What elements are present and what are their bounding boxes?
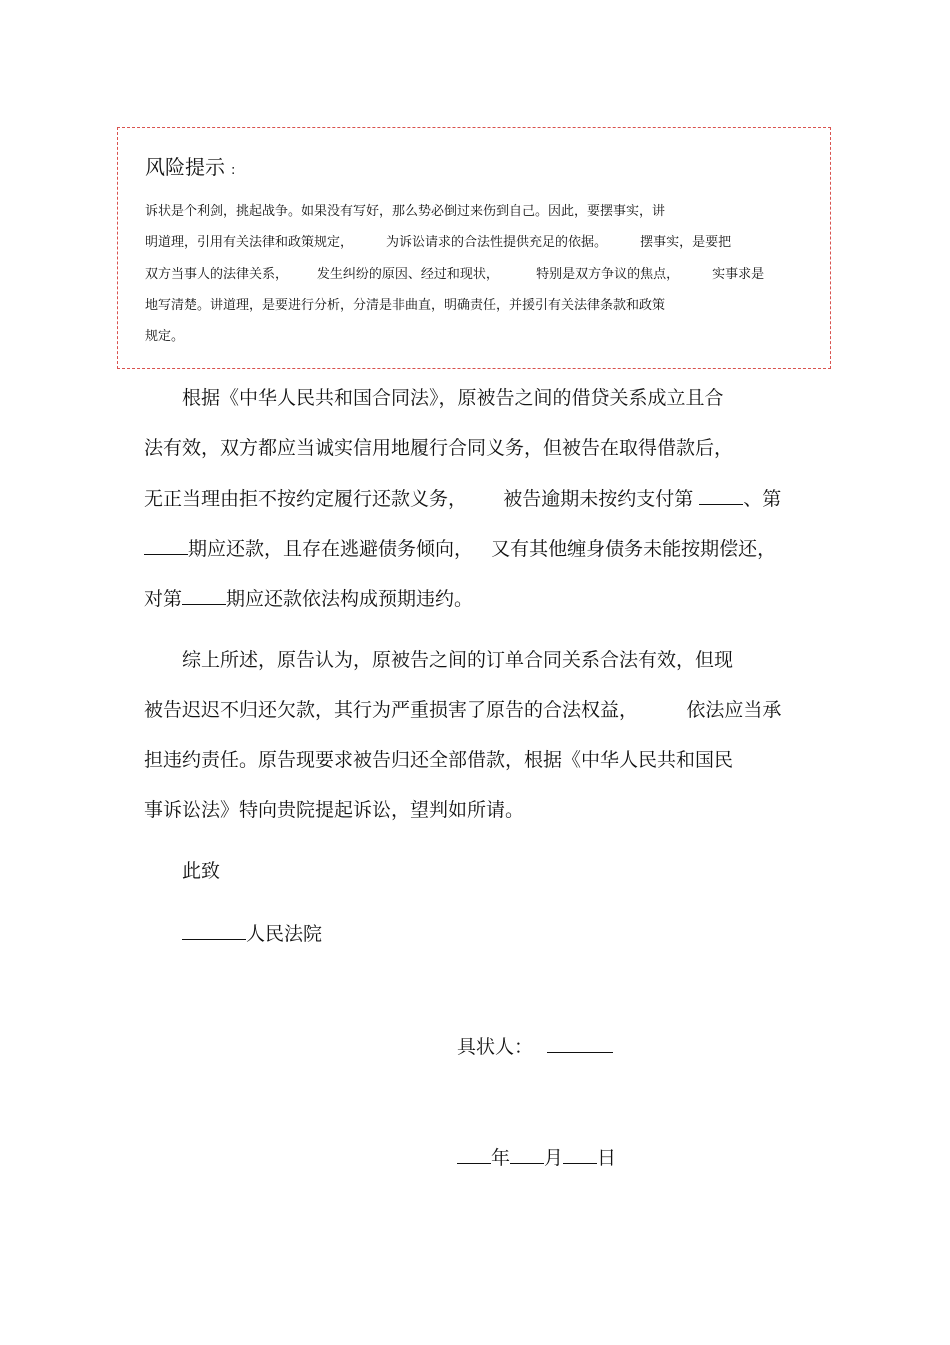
court-name-blank[interactable] <box>182 921 246 940</box>
risk-notice-line: 双方当事人的法律关系， 发生纠纷的原因、经过和现状， 特别是双方争议的焦点， 实事求是 <box>145 267 765 282</box>
paragraph1-text: 期应还款依法构成预期违约。 <box>226 588 474 610</box>
paragraph1-line: 法有效，双方都应当诚实信用地履行合同义务，但被告在取得借款后， <box>144 437 734 459</box>
day-blank[interactable] <box>563 1145 597 1164</box>
installment-blank[interactable] <box>144 536 188 555</box>
paragraph1-line <box>144 536 776 562</box>
court-label: 人民法院 <box>246 923 323 945</box>
installment-blank[interactable] <box>699 486 743 505</box>
paragraph1-text: 对第 <box>144 588 183 610</box>
signer-label: 具状人： <box>457 1036 534 1058</box>
day-label: 日 <box>597 1147 617 1169</box>
paragraph2-line: 担违约责任。原告现要求被告归还全部借款，根据《中华人民共和国民 <box>144 749 734 771</box>
signer-blank[interactable] <box>547 1034 613 1053</box>
risk-notice-line: 地写清楚。讲道理，是要进行分析，分清是非曲直，明确责任，并援引有关法律条款和政策 <box>145 298 666 313</box>
signer-line <box>457 1034 613 1060</box>
paragraph1-line <box>144 586 473 612</box>
installment-blank[interactable] <box>182 586 226 605</box>
paragraph2-line: 事诉讼法》特向贵院提起诉讼，望判如所请。 <box>144 799 525 821</box>
month-blank[interactable] <box>510 1145 544 1164</box>
paragraph1-line: 根据《中华人民共和国合同法》，原被告之间的借贷关系成立且合 <box>182 387 724 409</box>
paragraph1-text: 无正当理由拒不按约定履行还款义务， 被告逾期未按约支付第 <box>144 488 700 510</box>
year-blank[interactable] <box>457 1145 491 1164</box>
risk-notice-line: 规定。 <box>145 329 185 344</box>
risk-notice-box <box>117 127 831 369</box>
paragraph1-text: 、第 <box>743 488 782 510</box>
paragraph2-line: 被告迟迟不归还欠款，其行为严重损害了原告的合法权益， 依法应当承 <box>144 699 782 721</box>
risk-notice-title-text: 风险提示 <box>145 155 225 179</box>
risk-notice-colon: : <box>231 163 236 178</box>
salutation: 此致 <box>182 860 221 882</box>
court-line <box>182 921 322 947</box>
risk-notice-title <box>145 154 235 184</box>
year-label: 年 <box>491 1147 511 1169</box>
date-line <box>457 1145 616 1171</box>
risk-notice-line: 明道理，引用有关法律和政策规定， 为诉讼请求的合法性提供充足的依据。 摆事实，是要把 <box>145 235 732 250</box>
paragraph2-line: 综上所述，原告认为，原被告之间的订单合同关系合法有效，但现 <box>182 649 734 671</box>
paragraph1-line <box>144 486 781 512</box>
paragraph1-text: 期应还款，且存在逃避债务倾向， 又有其他缠身债务未能按期偿还， <box>188 538 777 560</box>
risk-notice-line: 诉状是个利剑，挑起战争。如果没有写好，那么势必倒过来伤到自己。因此，要摆事实，讲 <box>145 204 666 219</box>
month-label: 月 <box>544 1147 564 1169</box>
